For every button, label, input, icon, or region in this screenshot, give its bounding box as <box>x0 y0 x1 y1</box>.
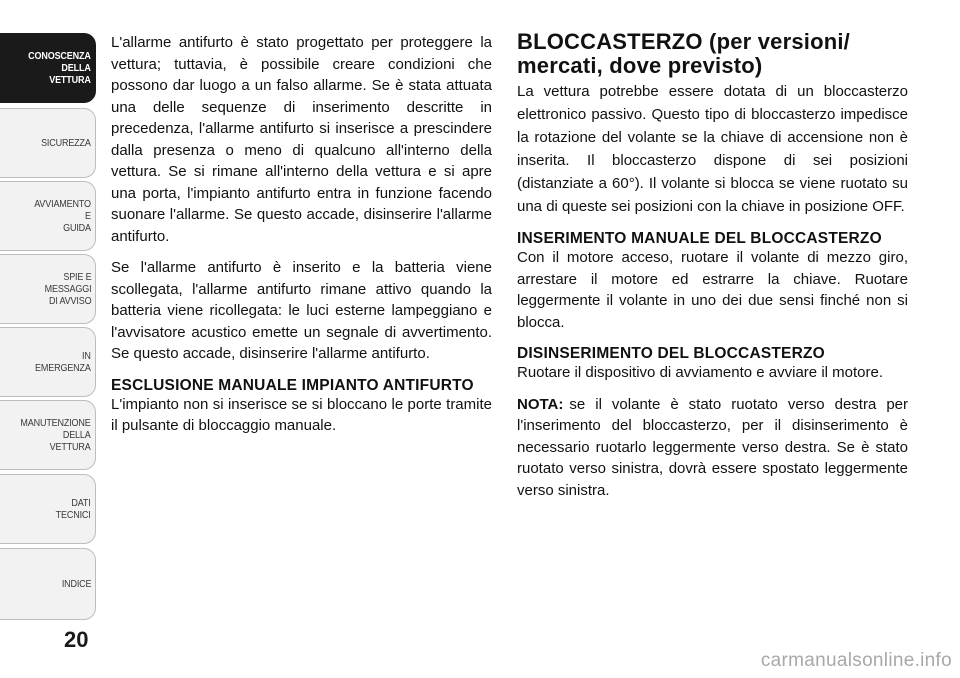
tab-dati-tecnici[interactable] <box>0 474 96 544</box>
paragraph-esclusione: L'impianto non si inserisce se si bloccano le porte tramite il pulsante di bloccaggio manuale. <box>111 395 492 434</box>
tab-label: INDICE <box>61 578 91 590</box>
tab-label: CONOSCENZA DELLA VETTURA <box>28 50 91 86</box>
tab-sicurezza[interactable] <box>0 108 96 178</box>
tab-label: SPIE E MESSAGGI DI AVVISO <box>44 271 91 307</box>
paragraph-inserimento: Con il motore acceso, ruotare il volante di mezzo giro, arrestare il motore ed estrarre la chiave. Ruotare leggermente il volante in uno dei due sensi finché non si blocca. <box>517 249 908 331</box>
paragraph-bloccasterzo: La vettura potrebbe essere dotata di un bloccasterzo elettronico passivo. Questo tipo di bloccasterzo impedisce la rotazione del volante se la chiave di accensione non è inserita. Il bloccasterzo dispone di sei posizioni (distanziate a 60°). Il volante si blocca se viene ruotato su una di queste sei posizioni con la chiave in posizione OFF. <box>517 83 908 215</box>
heading-disinserimento: DISINSERIMENTO DEL BLOCCASTERZO <box>517 345 825 362</box>
paragraph-disinserimento: Ruotare il dispositivo di avviamento e avviare il motore. <box>517 364 883 381</box>
tab-label: IN EMERGENZA <box>35 350 91 374</box>
tab-manutenzione-della-vettura[interactable] <box>0 400 96 470</box>
heading-esclusione-manuale: ESCLUSIONE MANUALE IMPIANTO ANTIFURTO <box>111 376 474 394</box>
nota-label: NOTA: <box>517 395 564 413</box>
nota-block <box>517 394 908 502</box>
tab-indice[interactable] <box>0 548 96 620</box>
right-column <box>517 30 908 511</box>
tab-avviamento-e-guida[interactable] <box>0 181 96 251</box>
heading-inserimento-manuale: INSERIMENTO MANUALE DEL BLOCCASTERZO <box>517 230 882 247</box>
tab-label: DATI TECNICI <box>56 497 91 521</box>
paragraph-batteria: Se l'allarme antifurto è inserito e la batteria viene scollegata, l'allarme antifurto rimane attivo quando la batteria viene ricollegata: le luci esterne lampeggiano e l'avvisatore acustico emette un segnale di avvertimento. Se questo accade, disinserire l'allarme antifurto. <box>111 259 492 362</box>
tab-label: AVVIAMENTO E GUIDA <box>34 198 91 234</box>
section-title-bloccasterzo: BLOCCASTERZO (per versioni/ mercati, dove previsto) <box>517 29 850 78</box>
tab-label: MANUTENZIONE DELLA VETTURA <box>20 417 91 453</box>
tab-label: SICUREZZA <box>41 137 91 149</box>
tab-spie-e-messaggi[interactable] <box>0 254 96 324</box>
left-column <box>111 32 492 447</box>
tab-conoscenza-della-vettura[interactable] <box>0 33 96 103</box>
chapter-tabs <box>0 0 98 678</box>
tab-in-emergenza[interactable] <box>0 327 96 397</box>
nota-text: se il volante è stato ruotato verso destra per l'inserimento del bloccasterzo, per il disinserimento è necessario ruotarlo leggermente verso destra. Se è stato ruotato verso sinistra, dovrà essere spostato leggermente verso sinistra. <box>517 395 908 499</box>
paragraph-falso-allarme: L'allarme antifurto è stato progettato per proteggere la vettura; tuttavia, è possibile creare condizioni che possono dar luogo a un falso allarme. Se è stata attuata una delle sequenze di inserimento descritte in precedenza, l'allarme antifurto si inserisce a prescindere dalla presenza o meno di qualcuno all'interno della vettura. Se si rimane all'interno della vettura e si apre una porta, l'impianto antifurto entra in funzione facendo suonare l'allarme. Se questo accade, disinserire l'allarme antifurto. <box>111 34 492 245</box>
page-number: 20 <box>64 627 89 652</box>
watermark: carmanualsonline.info <box>760 650 952 671</box>
